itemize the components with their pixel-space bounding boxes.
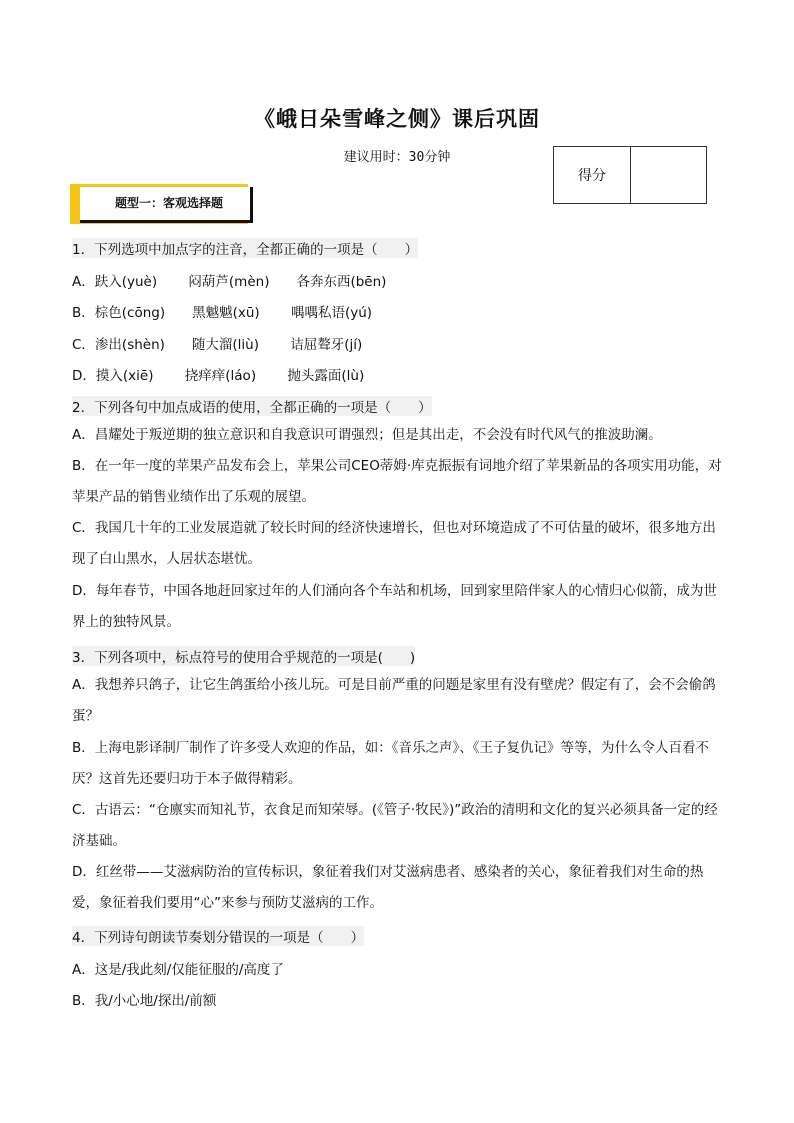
question-2-stem: 2．下列各句中加点成语的使用，全都正确的一项是（ ）	[72, 396, 432, 416]
question-2-option-a: A．昌耀处于叛逆期的独立意识和自我意识可谓强烈；但是其出走，不会没有时代风气的推波助澜。	[72, 427, 662, 443]
question-4-option-a: A．这是/我此刻/仅能征服的/高度了	[72, 962, 284, 978]
question-1-stem: 1．下列选项中加点字的注音，全都正确的一项是（ ）	[72, 238, 418, 258]
suggested-time: 建议用时：30分钟	[343, 150, 451, 165]
question-2-option-c: C．我国几十年的工业发展造就了较长时间的经济快速增长，但也对环境造成了不可估量的破坏，很多地方出现了白山黑水，人居状态堪忧。	[72, 520, 716, 567]
section-title: 题型一：客观选择题	[115, 196, 224, 210]
page-title: 《峨日朵雪峰之侧》课后巩固	[254, 107, 540, 131]
question-1-option-b: B．棕色(cōng) 黑魆魆(xū) 喁喁私语(yú)	[72, 305, 373, 321]
score-box	[553, 146, 707, 204]
section-banner	[70, 184, 248, 224]
question-2-option-b: B．在一年一度的苹果产品发布会上，苹果公司CEO蒂姆·库克振振有词地介绍了苹果新品的各项实用功能，对苹果产品的销售业绩作出了乐观的展望。	[72, 458, 722, 505]
question-4-stem: 4．下列诗句朗读节奏划分错误的一项是（ ）	[72, 926, 364, 946]
question-3-option-a: A．我想养只鸽子，让它生鸽蛋给小孩儿玩。可是目前严重的问题是家里有没有壁虎？假定有了，会不会偷鸽蛋？	[72, 677, 716, 724]
question-3-option-c: C．古语云：“仓廪实而知礼节，衣食足而知荣辱。(《管子·牧民》)”政治的清明和文化的复兴必须具备一定的经济基础。	[72, 802, 718, 849]
question-1-option-c: C．渗出(shèn) 随大溜(liù) 诘屈聱牙(jí)	[72, 337, 363, 353]
question-3-stem: 3．下列各项中，标点符号的使用合乎规范的一项是( )	[72, 646, 415, 666]
question-2-option-d: D．每年春节，中国各地赶回家过年的人们涌向各个车站和机场，回到家里陪伴家人的心情归心似箭，成为世界上的独特风景。	[72, 583, 717, 630]
question-1-option-d: D．摸入(xiē) 挠痒痒(láo) 抛头露面(lù)	[72, 368, 365, 384]
score-label: 得分	[554, 147, 631, 203]
question-3-option-d: D．红丝带——艾滋病防治的宣传标识，象征着我们对艾滋病患者、感染者的关心，象征着我们对生命的热爱，象征着我们要用“心”来参与预防艾滋病的工作。	[72, 864, 704, 911]
question-3-option-b: B．上海电影译制厂制作了许多受人欢迎的作品，如：《音乐之声》、《王子复仇记》等等，为什么令人百看不厌？这首先还要归功于本子做得精彩。	[72, 740, 710, 787]
question-1-option-a: A．趺入(yuè) 闷葫芦(mèn) 各奔东西(bēn)	[72, 274, 387, 290]
score-value-field[interactable]	[631, 147, 706, 203]
question-4-option-b: B．我/小心地/探出/前额	[72, 993, 217, 1009]
